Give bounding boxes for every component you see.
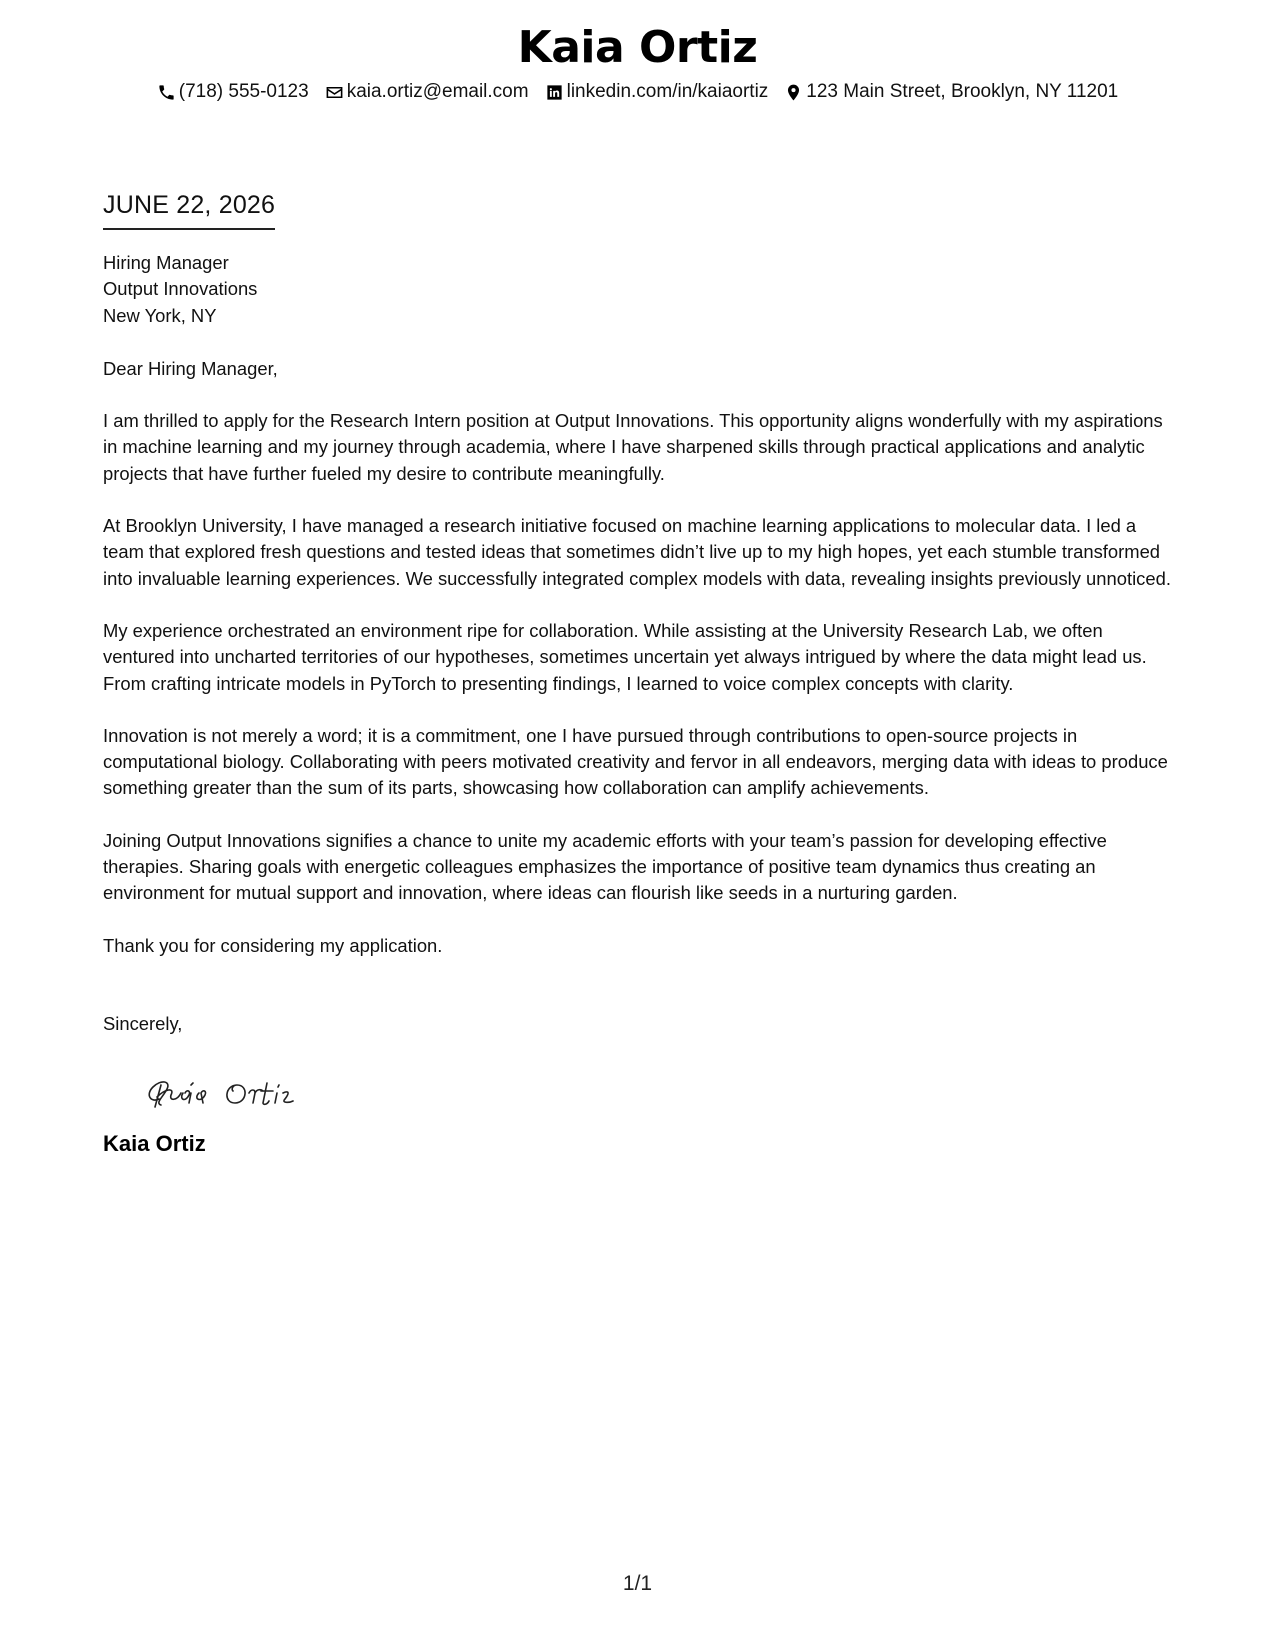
- map-pin-icon: [784, 83, 803, 102]
- contact-phone: [157, 78, 309, 106]
- signature-image: [141, 1059, 341, 1119]
- body-paragraph: Innovation is not merely a word; it is a commitment, one I have pursued through contributions to open-source projects in computational biology. Collaborating with peers motivated creativity and fervor in all endeavors, merging data with ideas to produce something greater than the sum of its parts, showcasing how collaboration can amplify achievements.: [103, 724, 1168, 799]
- contact-linkedin-text: linkedin.com/in/kaiaortiz: [566, 81, 769, 102]
- envelope-icon: [325, 83, 344, 102]
- page-number: 1/1: [622, 1572, 653, 1595]
- signer-name: Kaia Ortiz: [103, 1131, 206, 1157]
- salutation: Dear Hiring Manager,: [103, 357, 278, 379]
- contact-address-text: 123 Main Street, Brooklyn, NY 11201: [806, 81, 1119, 102]
- body-paragraph: Joining Output Innovations signifies a chance to unite my academic efforts with your team’s passion for developing effective therapies. Sharing goals with energetic colleagues emphasizes the importance of positive team dynamics thus creating an environment for mutual support and innovation, where ideas can flourish like seeds in a nurturing garden.: [103, 829, 1107, 904]
- contact-address: [784, 78, 1118, 106]
- contact-phone-text: (718) 555-0123: [178, 81, 309, 102]
- closing-valediction: Sincerely,: [103, 1012, 183, 1034]
- body-paragraph: At Brooklyn University, I have managed a research initiative focused on machine learning applications to molecular data. I led a team that explored fresh questions and tested ideas that sometimes didn’t live up to my high hopes, yet each stumble transformed into invaluable learning experiences. We successfully integrated complex models with data, revealing insights previously unnoticed.: [103, 515, 1171, 589]
- recipient-location: New York, NY: [103, 304, 217, 326]
- letter-body: [103, 250, 1173, 1158]
- contact-bar: [0, 78, 1275, 106]
- contact-email-text: kaia.ortiz@email.com: [346, 81, 529, 102]
- closing-thanks: Thank you for considering my application.: [103, 934, 443, 956]
- phone-icon: [157, 83, 176, 102]
- recipient-block: [103, 250, 1173, 329]
- recipient-title: Hiring Manager: [103, 252, 229, 273]
- body-paragraph: My experience orchestrated an environment ripe for collaboration. While assisting at the University Research Lab, we often ventured into uncharted territories of our hypotheses, sometimes uncertain yet always intrigued by where the data might lead us. From crafting intricate models in PyTorch to presenting findings, I learned to voice complex concepts with clarity.: [103, 619, 1147, 694]
- recipient-company: Output Innovations: [103, 278, 258, 300]
- body-paragraph: I am thrilled to apply for the Research Intern position at Output Innovations. This opportunity aligns wonderfully with my aspirations in machine learning and my journey through academia, where I have sharpened skills through practical applications and analytic projects that have further fueled my desire to contribute meaningfully.: [103, 410, 1163, 484]
- contact-email[interactable]: [325, 78, 529, 106]
- contact-linkedin[interactable]: [545, 78, 769, 106]
- applicant-name-heading: Kaia Ortiz: [517, 22, 758, 73]
- linkedin-icon: [545, 83, 564, 102]
- letter-date: JUNE 22, 2026: [103, 188, 275, 230]
- handwritten-signature: [141, 1059, 1173, 1119]
